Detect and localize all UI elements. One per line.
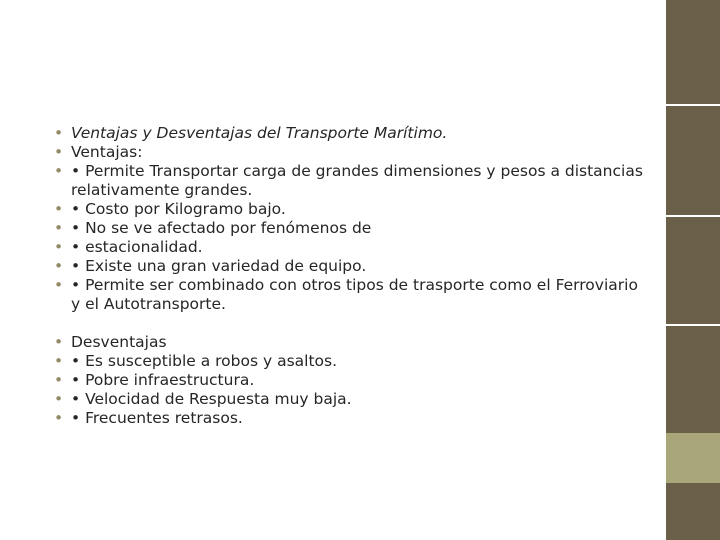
list-item: • • Permite ser combinado con otros tipos de trasporte como el Ferroviario y el Autotransporte. [52,276,652,314]
disadvantages-heading: • Desventajas [52,333,652,352]
disadvantages-list [52,333,652,428]
list-item: • • Costo por Kilogramo bajo. [52,200,652,219]
list-item: • • Velocidad de Respuesta muy baja. [52,390,652,409]
list-item: • • Es susceptible a robos y asaltos. [52,352,652,371]
advantages-heading: • Ventajas: [52,143,652,162]
sidebar-divider [666,324,720,326]
advantages-list [52,124,652,314]
slide-title-item: • Ventajas y Desventajas del Transporte Marítimo. [52,124,652,143]
list-item: • • Frecuentes retrasos. [52,409,652,428]
list-item: • • estacionalidad. [52,238,652,257]
sidebar-divider [666,215,720,217]
list-item: • • Existe una gran variedad de equipo. [52,257,652,276]
decorative-sidebar [666,0,720,540]
sidebar-divider [666,104,720,106]
list-item: • • Permite Transportar carga de grandes dimensiones y pesos a distancias relativamente grandes. [52,162,652,200]
list-item: • • No se ve afectado por fenómenos de [52,219,652,238]
list-item: • • Pobre infraestructura. [52,371,652,390]
sidebar-accent-block [666,433,720,483]
slide-body [52,124,652,428]
